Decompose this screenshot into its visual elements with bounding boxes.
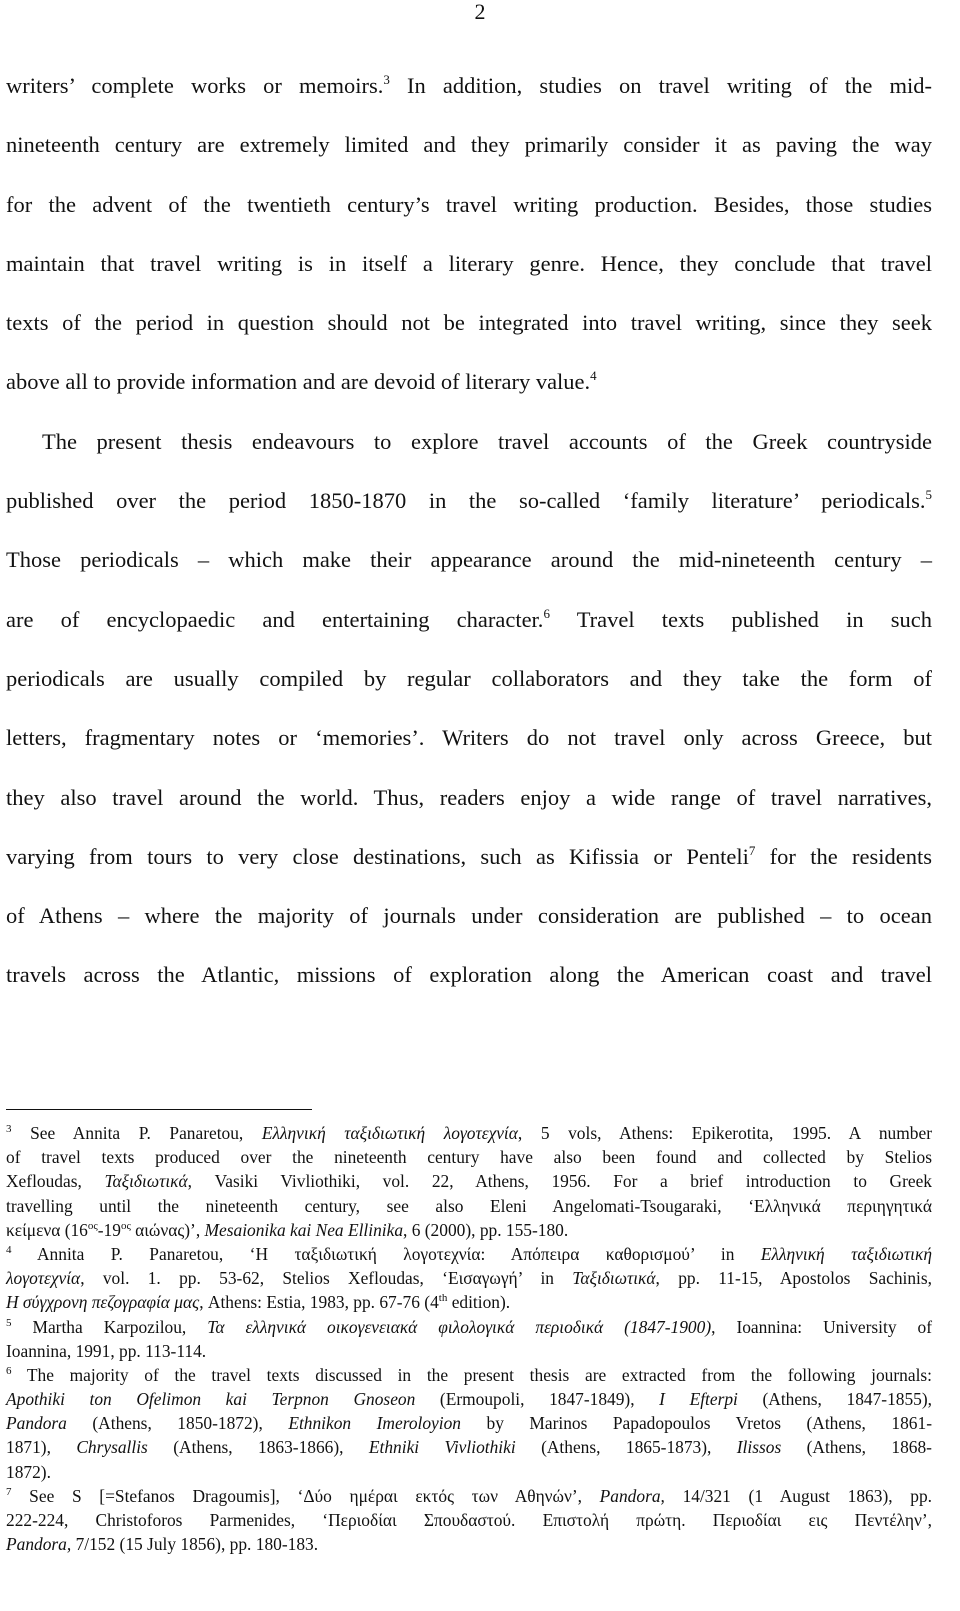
footnote-number: 6 bbox=[6, 1364, 12, 1377]
italic-title: Τα ελληνικά οικογενειακά φιλολογικά περιοδικά (1847-1900) bbox=[207, 1316, 712, 1337]
italic-title: Pandora, bbox=[6, 1534, 72, 1555]
text-run: varying from tours to very close destinations, such as Kifissia or Penteli bbox=[6, 843, 749, 869]
text-run: Ioannina, 1991, pp. 113-114. bbox=[6, 1340, 207, 1361]
text-run: 1872). bbox=[6, 1461, 51, 1482]
body-line bbox=[6, 649, 932, 708]
footnotes bbox=[6, 1121, 932, 1556]
text-run: Travel texts published in such bbox=[549, 606, 932, 632]
footnote-line bbox=[6, 1435, 932, 1459]
body-line bbox=[6, 293, 932, 352]
body-line bbox=[6, 115, 932, 174]
text-run: periodicals are usually compiled by regular collaborators and they take the form of bbox=[6, 665, 932, 691]
text-run: αιώνας)’, bbox=[130, 1219, 205, 1240]
body-line bbox=[6, 827, 932, 886]
text-run: Xefloudas, bbox=[6, 1171, 105, 1192]
body-line bbox=[6, 471, 932, 530]
italic-title: Chrysallis bbox=[76, 1437, 148, 1458]
italic-title: I Efterpi bbox=[659, 1389, 738, 1410]
italic-title: Ελληνική ταξιδιωτική bbox=[760, 1243, 932, 1264]
italic-title: Ethniki Vivliothiki bbox=[368, 1437, 516, 1458]
italic-title: Mesaionika kai Nea Ellinika bbox=[204, 1219, 404, 1240]
text-run: , Athens: Estia, 1983, pp. 67-76 (4 bbox=[199, 1292, 439, 1313]
italic-title: Ελληνική ταξιδιωτική λογοτεχνία bbox=[261, 1123, 518, 1143]
footnote-line bbox=[6, 1121, 932, 1145]
text-run: 14/321 (1 August 1863), pp. bbox=[664, 1485, 932, 1506]
text-run: , 6 (2000), pp. 155-180. bbox=[403, 1219, 569, 1240]
footnote-line bbox=[6, 1387, 932, 1411]
footnote-separator bbox=[6, 1109, 312, 1110]
italic-title: Η σύγχρονη πεζογραφία μας bbox=[6, 1292, 200, 1313]
text-run: In addition, studies on travel writing of the mid- bbox=[389, 73, 932, 98]
text-run: 7/152 (15 July 1856), pp. 180-183. bbox=[71, 1534, 319, 1555]
text-run: travelling until the nineteenth century, see also Eleni Angelomati-Tsougaraki, ‘Ελληνικά περιηγητικά bbox=[6, 1195, 932, 1216]
text-run: of Athens – where the majority of journals under consideration are published – to ocean bbox=[6, 903, 932, 929]
body-line bbox=[6, 945, 932, 1004]
footnote-line bbox=[6, 1532, 932, 1556]
superscript: 4 bbox=[590, 368, 597, 384]
footnote-line bbox=[6, 1411, 932, 1435]
italic-title: λογοτεχνία bbox=[6, 1268, 81, 1289]
footnote-line bbox=[6, 1169, 932, 1193]
footnote-line bbox=[6, 1290, 932, 1314]
text-run: maintain that travel writing is in itself a literary genre. Hence, they conclude that travel bbox=[6, 250, 932, 276]
footnote-line bbox=[6, 1194, 932, 1218]
text-run: for the advent of the twentieth century’s travel writing production. Besides, those studies bbox=[6, 191, 932, 217]
italic-title: Ethnikon Imeroloyion bbox=[288, 1413, 461, 1434]
italic-title: Ταξιδιωτικά bbox=[572, 1268, 656, 1289]
superscript: ος bbox=[87, 1219, 98, 1232]
text-run: (Athens, 1868- bbox=[781, 1437, 932, 1458]
text-run: are of encyclopaedic and entertaining character. bbox=[6, 606, 544, 632]
body-text bbox=[6, 56, 932, 1005]
italic-title: Pandora, bbox=[599, 1485, 665, 1506]
footnote-line bbox=[6, 1460, 932, 1484]
footnote-line bbox=[6, 1242, 932, 1266]
text-run: travels across the Atlantic, missions of exploration along the American coast and travel bbox=[6, 962, 932, 988]
body-line bbox=[6, 175, 932, 234]
body-line bbox=[6, 56, 932, 115]
footnote-line bbox=[6, 1218, 932, 1242]
text-run: (Athens, 1865-1873), bbox=[515, 1437, 737, 1458]
italic-title: Ilissos bbox=[736, 1437, 782, 1458]
text-run: of travel texts produced over the nineteenth century have also been found and collected by Stelios bbox=[6, 1147, 932, 1168]
text-run: The present thesis endeavours to explore travel accounts of the Greek countryside bbox=[42, 428, 932, 454]
text-run: for the residents bbox=[755, 843, 932, 869]
footnote-number: 5 bbox=[6, 1316, 12, 1329]
text-run: -19 bbox=[97, 1219, 121, 1240]
text-run: Martha Karpozilou, bbox=[11, 1316, 208, 1337]
text-run: letters, fragmentary notes or ‘memories’. Writers do not travel only across Greece, but bbox=[6, 725, 932, 751]
footnote-number: 3 bbox=[6, 1123, 12, 1135]
footnote-line bbox=[6, 1363, 932, 1387]
body-line bbox=[6, 234, 932, 293]
text-run: , Vasiki Vivliothiki, vol. 22, Athens, 1956. For a brief introduction to Greek bbox=[187, 1171, 932, 1192]
text-run: published over the period 1850-1870 in the so-called ‘family literature’ periodicals. bbox=[6, 488, 926, 514]
footnote-line bbox=[6, 1145, 932, 1169]
text-run: , pp. 11-15, Apostolos Sachinis, bbox=[655, 1268, 932, 1289]
italic-title: Pandora bbox=[6, 1413, 67, 1434]
body-line bbox=[6, 352, 932, 411]
text-run: 222-224, Christoforos Parmenides, ‘Περιοδίαι Σπουδαστού. Επιστολή πρώτη. Περιοδίαι εις Πεντέλην’, bbox=[6, 1510, 932, 1530]
text-run: (Ermoupoli, 1847-1849), bbox=[415, 1389, 660, 1410]
footnote-line bbox=[6, 1266, 932, 1290]
superscript: 3 bbox=[383, 72, 390, 87]
italic-title: Apothiki ton Ofelimon kai Terpnon Gnoseon bbox=[6, 1389, 416, 1410]
superscript: th bbox=[438, 1292, 448, 1305]
text-run: , 5 vols, Athens: Epikerotita, 1995. A number bbox=[517, 1123, 932, 1143]
superscript: 6 bbox=[543, 605, 550, 621]
italic-title: Ταξιδιωτικά bbox=[104, 1171, 188, 1192]
body-line bbox=[6, 768, 932, 827]
footnote-number: 7 bbox=[6, 1485, 12, 1498]
text-run: texts of the period in question should not be integrated into travel writing, since they seek bbox=[6, 310, 932, 336]
text-run: by Marinos Papadopoulos Vretos (Athens, 1861- bbox=[460, 1413, 932, 1434]
text-run: Annita P. Panaretou, ‘Η ταξιδιωτική λογοτεχνία: Απόπειρα καθορισμού’ in bbox=[11, 1243, 761, 1264]
superscript: 7 bbox=[748, 842, 756, 858]
text-run: The majority of the travel texts discussed in the present thesis are extracted from the following journals: bbox=[11, 1364, 932, 1385]
text-run: they also travel around the world. Thus, readers enjoy a wide range of travel narratives, bbox=[6, 784, 932, 810]
body-line bbox=[6, 530, 932, 589]
text-run: See S [=Stefanos Dragoumis], ‘Δύο ημέραι εκτός των Αθηνών’, bbox=[11, 1485, 600, 1506]
body-line bbox=[6, 886, 932, 945]
footnote-number: 4 bbox=[6, 1243, 12, 1256]
text-run: , vol. 1. pp. 53-62, Stelios Xefloudas, ‘Εισαγωγή’ in bbox=[80, 1268, 573, 1289]
text-run: above all to provide information and are devoid of literary value. bbox=[6, 369, 591, 395]
body-line bbox=[6, 590, 932, 649]
text-run: (Athens, 1863-1866), bbox=[147, 1437, 369, 1458]
page-number: 2 bbox=[474, 0, 486, 24]
superscript: 5 bbox=[925, 487, 932, 503]
text-run: (Athens, 1847-1855), bbox=[737, 1389, 932, 1410]
footnote-line bbox=[6, 1339, 932, 1363]
text-run: (Athens, 1850-1872), bbox=[66, 1413, 289, 1434]
text-run: , Ioannina: University of bbox=[711, 1316, 932, 1337]
text-run: writers’ complete works or memoirs. bbox=[6, 73, 384, 98]
text-run: κείμενα (16 bbox=[6, 1219, 88, 1240]
text-run: edition). bbox=[447, 1292, 511, 1313]
body-line bbox=[6, 412, 932, 471]
text-run: Those periodicals – which make their appearance around the mid-nineteenth century – bbox=[6, 547, 932, 573]
footnote-line bbox=[6, 1508, 932, 1532]
text-run: nineteenth century are extremely limited and they primarily consider it as paving the way bbox=[6, 132, 932, 158]
text-run: See Annita P. Panaretou, bbox=[11, 1123, 262, 1143]
footnote-line bbox=[6, 1315, 932, 1339]
body-line bbox=[6, 708, 932, 767]
text-run: 1871), bbox=[6, 1437, 77, 1458]
superscript: ος bbox=[120, 1219, 131, 1232]
footnote-line bbox=[6, 1484, 932, 1508]
